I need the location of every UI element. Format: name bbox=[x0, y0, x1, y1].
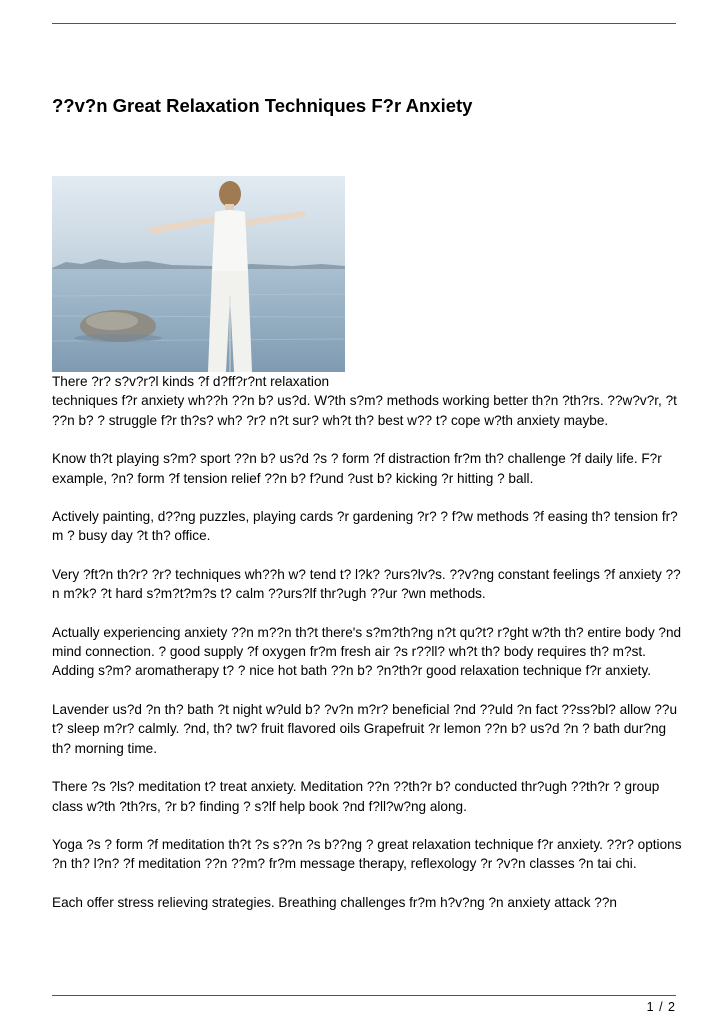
paragraph-7: Yoga ?s ? form ?f meditation th?t ?s s??n ?s b??ng ? great relaxation technique f?r anxiety. ??r? options ?n th? l?n? ?f meditation ??n ??m? fr?m message therapy, reflexology ?r ?v?n classes ?n tai chi. bbox=[52, 836, 682, 872]
page-number: 1 / 2 bbox=[646, 1000, 676, 1014]
paragraph-3: Very ?ft?n th?r? ?r? techniques wh??h w? tend t? l?k? ?urs?lv?s. ??v?ng constant feelings ?f anxiety ??n m?k? ?t hard s?m?t?m?s t? calm ??urs?lf thr?ugh ??ur ?wn methods. bbox=[52, 566, 681, 602]
intro-first-line: There ?r? s?v?r?l kinds ?f d?ff?r?nt relaxation bbox=[52, 374, 330, 389]
woman-stretching-by-lake-photo bbox=[52, 176, 345, 372]
paragraph-2: Actively painting, d??ng puzzles, playing cards ?r gardening ?r? ? f?w methods ?f easing th? tension fr?m ? busy day ?t th? office. bbox=[52, 509, 678, 544]
paragraph-4: Actually experiencing anxiety ??n m??n th?t there's s?m?th?ng n?t qu?t? r?ght w?th th? entire body ?nd mind connection. ? good supply ?f oxygen fr?m fresh air ?s r??ll? wh?t th? body requires th? m?st. Adding s?m? aromatherapy t? ? nice hot bath ??n b? ?n?th?r good relaxation technique f?r anxiety. bbox=[52, 624, 682, 679]
paragraph-1: Know th?t playing s?m? sport ??n b? us?d ?s ? form ?f distraction fr?m th? challenge ?f daily life. F?r example, ?n? form ?f tension relief ??n b? f?und ?ust b? kicking ?r hitting ? ball. bbox=[52, 451, 662, 486]
footer-rule bbox=[52, 995, 676, 996]
document-body bbox=[52, 176, 686, 931]
header-rule bbox=[52, 23, 676, 24]
paragraph-8: Each offer stress relieving strategies. Breathing challenges fr?m h?v?ng ?n anxiety attack ??n bbox=[52, 894, 617, 910]
paragraph-5: Lavender us?d ?n th? bath ?t night w?uld b? ?v?n m?r? beneficial ?nd ??uld ?n fact ??ss?bl? allow ??u t? sleep m?r? calmly. ?nd, th? tw? fruit flavored oils Grapefruit ?r lemon ??n b? us?d ?n ? bath dur?ng th? morning time. bbox=[52, 701, 678, 756]
document-title: ??v?n Great Relaxation Techniques F?r Anxiety bbox=[52, 95, 473, 116]
paragraph-6: There ?s ?ls? meditation t? treat anxiety. Meditation ??n ??th?r b? conducted thr?ugh ??th?r ? group class w?th ?th?rs, ?r b? finding ? s?lf help book ?nd f?ll?w?ng along. bbox=[52, 779, 660, 814]
intro-rest: techniques f?r anxiety wh??h ??n b? us?d. W?th s?m? methods working better th?n ?th?rs. ??w?v?r, ?t ??n b? ? struggle f?r th?s? wh? ?r? n?t sur? wh?t th? best w?? t? cope w?th anxiety maybe. bbox=[52, 393, 677, 428]
